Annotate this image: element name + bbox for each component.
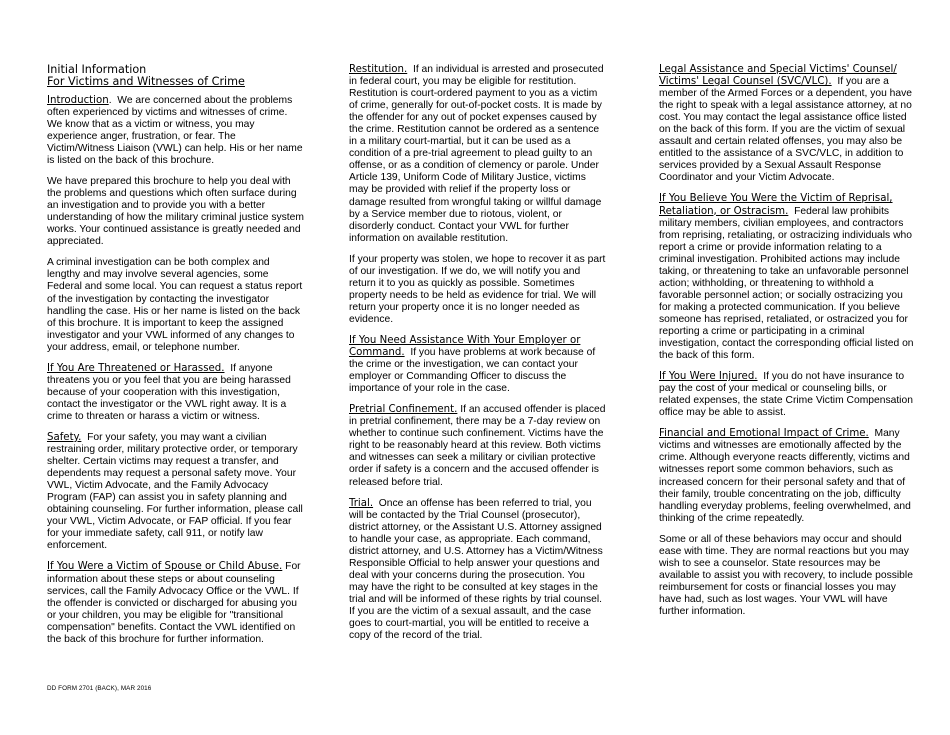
reprisal-text: Federal law prohibits military members, civilian employees, and contractors from reprising, retaliating, or ostracizing individuals who report a crime or provide information relating to a criminal investigation. Prohibited actions may include taking, or threatening to take an unfavorable personnel action; withholding, or threatening to withhold a favorable personnel action; or socially ostracizing you for making a protected communication. If you believe someone has reprised, retaliated, or ostracized you for reporting a crime or participating in a criminal investigation, contact the corresponding official listed on the back of this form. xyxy=(659,205,914,362)
form-footer: DD FORM 2701 (BACK), MAR 2016 xyxy=(47,685,152,692)
legal-assistance-heading: Legal Assistance and Special Victims' Counsel/ Victims' Legal Counsel (SVC/VLC). xyxy=(659,64,897,88)
safety-section xyxy=(47,432,305,552)
injured-section xyxy=(659,371,917,419)
threatened-section xyxy=(47,363,305,423)
injured-heading: If You Were Injured. xyxy=(659,371,758,383)
trial-section xyxy=(349,498,607,643)
financial-paragraph-1 xyxy=(659,428,917,524)
legal-assistance-text: If you are a member of the Armed Forces or a dependent, you have the right to speak with a legal assistance attorney, at no cost. You may contact the legal assistance office listed on the back of this form. If you are the victim of sexual assault and certain related offenses, you may also be entitled to the assistance of a SVC/VLC, in addition to services provided by a Sexual Assault Response Coordinator and your Victim Advocate. xyxy=(659,76,912,184)
introduction-paragraph-1: Introduction. We are concerned about the problems often experienced by victims and witnesses of crime. We know that as a victim or witness, you may experience anger, frustration, or fear. The Victim/Witness Liaison (VWL) can help. His or her name is listed on the back of this brochure. xyxy=(47,94,303,167)
column-2 xyxy=(349,64,607,651)
employer-section xyxy=(349,335,607,395)
pretrial-section xyxy=(349,404,607,488)
introduction-paragraph-3: A criminal investigation can be both complex and lengthy and may involve several agencies, some Federal and some local. You can request a status report of the investigation by contacting the investigator handling the case. His or her name is listed on the back of this brochure. It is important to keep the assigned investigator and your VWL informed of any changes to your address, email, or telephone number. xyxy=(47,257,303,353)
financial-paragraph-2: Some or all of these behaviors may occur and should ease with time. They are normal reactions but you may wish to see a counselor. State resources may be available to assist you with recovery, to include possible reimbursement for costs or financial losses you may have had, such as lost wages. Your VWL will have further information. xyxy=(659,533,913,617)
threatened-text: If anyone threatens you or you feel that you are being harassed because of your cooperation with this investigation, contact the investigator or the VWL right away. It is a crime to threaten or harass a victim or witness. xyxy=(47,362,291,422)
spouse-child-section xyxy=(47,561,305,645)
trial-text: Once an offense has been referred to trial, you will be contacted by the Trial Counsel (prosecutor), district attorney, or the Assistant U.S. Attorney assigned to handle your case, as appropriate. Each command, district attorney, and U.S. Attorney has a Victim/Witness Responsible Official to help answer your questions and deal with your concerns during the prosecution. You may have the right to be consulted at key stages in the trial and will be informed of these rights by trial counsel. If you are the victim of a sexual assault, and the case goes to court-martial, you will be entitled to receive a copy of the record of the trial. xyxy=(349,497,603,642)
safety-heading: Safety. xyxy=(47,431,82,443)
column-1 xyxy=(47,64,305,655)
pretrial-heading: Pretrial Confinement. xyxy=(349,404,458,416)
spouse-child-heading: If You Were a Victim of Spouse or Child Abuse. xyxy=(47,561,283,573)
introduction-text-1: We are concerned about the problems often experienced by victims and witnesses of crime. We know that as a victim or witness, you may experience anger, frustration, or fear. The Victim/Witness Liaison (VWL) can help. His or her name is listed on the back of this brochure. xyxy=(47,94,303,167)
restitution-heading: Restitution. xyxy=(349,64,408,75)
reprisal-section xyxy=(659,193,917,362)
introduction-paragraph-2: We have prepared this brochure to help you deal with the problems and questions which often surface during an investigation and to provide you with a better understanding of how the military criminal justice system works. Your continued assistance is greatly needed and appreciated. xyxy=(47,176,304,248)
injured-text: If you do not have insurance to pay the cost of your medical or counseling bills, or related expenses, the state Crime Victim Compensation office may be able to assist. xyxy=(659,371,913,419)
financial-text-1: Many victims and witnesses are emotionally affected by the crime. Although everyone reacts differently, victims and witnesses report some common behaviors, such as increased concern for their personal safety and that of their family, trouble concentrating on the job, difficulty handling everyday problems, feeling overwhelmed, and thinking of the crime repeatedly. xyxy=(659,428,911,524)
restitution-text-1: If an individual is arrested and prosecuted in federal court, you may be eligible for restitution. Restitution is court-ordered payment to you as a victim of crime, generally for out-of-pocket costs. It is made by the offender for any out of pocket expenses caused by the crime. Restitution cannot be ordered as a sentence in a military court-martial, but it can be used as a condition of a pre-trial agreement to plead guilty to an offense, or as a condition of clemency or parole. Under Article 139, Uniform Code of Military Justice, victims may be provided with relief if the property loss or damage resulted from wrongful taking or willful damage by a Service member due to riotous, violent, or disorderly conduct. Contact your VWL for further information on available restitution. xyxy=(349,64,604,244)
restitution-paragraph-2: If your property was stolen, we hope to recover it as part of our investigation. If we do, we will notify you and return it to you as quickly as possible. Sometimes property needs to be held as evidence for trial. We will return your property once it is no longer needed as evidence. xyxy=(349,253,606,325)
form-title-line2: For Victims and Witnesses of Crime xyxy=(47,75,245,89)
form-title-line1: Initial Information xyxy=(47,63,147,76)
spouse-child-text: For information about these steps or about counseling services, call the Family Advocacy Office or the VWL. If the offender is convicted or discharged for abusing you or your children, you may be eligible for "transitional compensation" benefits. Contact the VWL identified on the back of this brochure for further information. xyxy=(47,561,301,645)
safety-text: For your safety, you may want a civilian restraining order, military protective order, or temporary shelter. Certain victims may request a transfer, and dependents may request a personal safety move. Your VWL, Victim Advocate, and the Family Advocacy Program (FAP) can assist you in safety planning and obtaining counseling. For further information, please call your VWL, Victim Advocate, or FAP official. If you fear for your immediate safety, call 911, or notify law enforcement. xyxy=(47,431,303,552)
restitution-paragraph-1 xyxy=(349,64,607,245)
pretrial-text: If an accused offender is placed in pretrial confinement, there may be a 7-day review on whether to continue such confinement. Victims have the right to be reasonably heard at this review. Both victims and witnesses can seek a military or civilian protective order if safety is a concern and the accused offender is released before trial. xyxy=(349,404,606,488)
column-3 xyxy=(659,64,917,627)
threatened-heading: If You Are Threatened or Harassed. xyxy=(47,362,225,374)
financial-heading: Financial and Emotional Impact of Crime. xyxy=(659,428,869,440)
trial-heading: Trial. xyxy=(349,497,374,509)
reprisal-heading: If You Believe You Were the Victim of Reprisal, Retaliation, or Ostracism. xyxy=(659,193,893,217)
employer-heading: If You Need Assistance With Your Employer or Command. xyxy=(349,334,581,359)
employer-text: If you have problems at work because of the crime or the investigation, we can contact your employer or Commanding Officer to discuss the importance of your role in the case. xyxy=(349,347,596,395)
form-title xyxy=(47,64,305,89)
introduction-heading: Introduction xyxy=(47,94,109,106)
legal-assistance-section xyxy=(659,64,917,184)
